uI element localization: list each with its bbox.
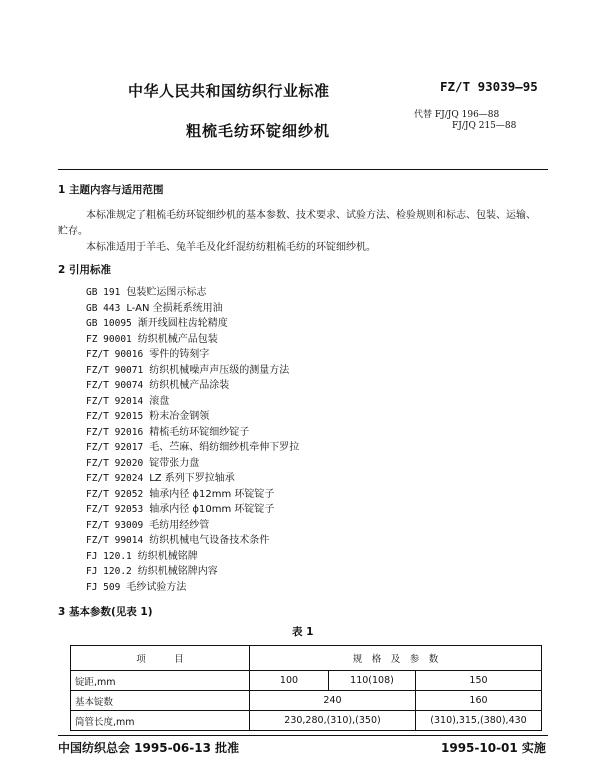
- reference-item: [86, 454, 199, 469]
- reference-code: FZ/T 92017: [86, 442, 144, 453]
- reference-item: [86, 547, 198, 562]
- reference-code: GB 10095: [86, 318, 132, 329]
- table-1-caption: 表 1: [292, 626, 314, 638]
- reference-item: [86, 407, 209, 422]
- reference-title: 纺织机械产品包装: [137, 333, 218, 345]
- reference-item: [86, 392, 169, 407]
- reference-item: [86, 438, 299, 453]
- reference-item: [86, 345, 209, 360]
- reference-item: [86, 562, 218, 577]
- reference-title: 纺织机械铭牌: [137, 550, 198, 562]
- table-header-row: [71, 646, 542, 671]
- reference-title: LZ 系列下罗拉轴承: [149, 473, 235, 484]
- replaces-standard-1: FJ/JQ 196—88: [434, 110, 500, 120]
- reference-code: FZ/T 92052: [86, 488, 144, 500]
- reference-code: FJ 120.2: [86, 566, 132, 577]
- approval-date: 中国纺织总会 1995-06-13 批准: [58, 741, 240, 755]
- reference-code: FZ/T 92016: [86, 426, 144, 438]
- replaces-standard-2: FJ/JQ 215—88: [452, 121, 517, 131]
- reference-title: L-AN 全损耗系统用油: [126, 302, 223, 314]
- reference-code: FZ/T 92020: [86, 457, 144, 469]
- reference-code: FZ/T 92014: [86, 395, 144, 407]
- issuing-org-title: 中华人民共和国纺织行业标准: [128, 82, 330, 100]
- reference-item: [86, 516, 209, 531]
- reference-title: 滚盘: [149, 395, 170, 407]
- implementation-date: 1995-10-01 实施: [441, 741, 546, 755]
- row-label: 筒管长度,mm: [71, 711, 250, 731]
- table-row: [71, 691, 542, 711]
- replaces-label: 代替: [414, 110, 433, 120]
- reference-item: [86, 330, 218, 345]
- reference-title: 纺织机械产品涂装: [149, 380, 230, 391]
- reference-title: 毛、苎麻、绢纺细纱机牵伸下罗拉: [149, 442, 300, 453]
- row-label: 基本锭数: [71, 691, 250, 711]
- table-row: [71, 711, 542, 731]
- reference-item: [86, 283, 206, 298]
- reference-item: [86, 299, 223, 314]
- reference-title: 纺织机械铭牌内容: [137, 566, 218, 577]
- reference-item: [86, 531, 269, 546]
- header-divider: [58, 169, 548, 170]
- section-1-para-2: 本标准适用于羊毛、兔羊毛及化纤混纺纺粗梳毛纺的环锭细纱机。: [86, 242, 376, 253]
- table-header-spec: 规 格 及 参 数: [250, 646, 542, 671]
- reference-title: 毛纱试验方法: [126, 581, 187, 593]
- table-header-item: 项 目: [71, 646, 250, 671]
- cell: 110(108): [329, 671, 416, 691]
- reference-code: GB 443: [86, 302, 121, 314]
- cell: (310),315,(380),430: [416, 711, 542, 731]
- reference-title: 零件的铸刻字: [149, 349, 210, 360]
- reference-title: 精梳毛纺环锭细纱锭子: [149, 426, 250, 438]
- section-1-para-1-line-2: 贮存。: [58, 226, 88, 237]
- reference-item: [86, 500, 274, 515]
- reference-title: 粉末冶金钢领: [149, 411, 210, 422]
- reference-item: [86, 469, 235, 484]
- reference-code: FZ/T 93009: [86, 519, 144, 531]
- cell: 150: [416, 671, 542, 691]
- reference-code: FZ/T 99014: [86, 535, 144, 546]
- reference-title: 纺织机械噪声声压级的测量方法: [149, 364, 290, 376]
- reference-code: FZ 90001: [86, 333, 132, 345]
- reference-item: [86, 314, 228, 329]
- reference-item: [86, 485, 274, 500]
- reference-code: FZ/T 90074: [86, 380, 144, 391]
- reference-title: 毛纺用经纱管: [149, 519, 210, 531]
- reference-title: 轴承内径 ϕ12mm 环锭锭子: [149, 488, 275, 500]
- cell: 230,280,(310),(350): [250, 711, 416, 731]
- cell: 160: [416, 691, 542, 711]
- reference-item: [86, 578, 186, 593]
- section-2-heading: 2 引用标准: [58, 264, 111, 276]
- cell: 100: [250, 671, 329, 691]
- reference-item: [86, 423, 249, 438]
- table-row: [71, 671, 542, 691]
- cell: 240: [250, 691, 416, 711]
- reference-code: FZ/T 92015: [86, 411, 144, 422]
- reference-title: 纺织机械电气设备技术条件: [149, 535, 270, 546]
- reference-code: FZ/T 90071: [86, 364, 144, 376]
- row-label: 锭距,mm: [71, 671, 250, 691]
- reference-title: 渐开线圆柱齿轮精度: [137, 318, 228, 329]
- reference-code: FZ/T 92024: [86, 473, 144, 484]
- reference-title: 轴承内径 ϕ10mm 环锭锭子: [149, 504, 275, 515]
- reference-item: [86, 376, 229, 391]
- reference-code: GB 191: [86, 287, 121, 298]
- reference-code: FZ/T 92053: [86, 504, 144, 515]
- reference-title: 包装贮运图示标志: [126, 287, 207, 298]
- replaces-note: [414, 110, 516, 132]
- reference-title: 锭带张力盘: [149, 457, 200, 469]
- document-title: 粗梳毛纺环锭细纱机: [186, 122, 331, 140]
- section-1-heading: 1 主题内容与适用范围: [58, 184, 164, 196]
- section-1-para-1-line-1: 本标准规定了粗梳毛纺环锭细纱机的基本参数、技术要求、试验方法、检验规则和标志、包装、运输、: [86, 210, 536, 221]
- section-3-heading: 3 基本参数(见表 1): [58, 606, 153, 618]
- standard-code: FZ/T 93039—95: [440, 79, 538, 94]
- table-1: [70, 645, 542, 731]
- reference-code: FZ/T 90016: [86, 349, 144, 360]
- reference-code: FJ 509: [86, 581, 121, 593]
- reference-code: FJ 120.1: [86, 550, 132, 562]
- footer-divider: [58, 735, 548, 736]
- reference-item: [86, 361, 289, 376]
